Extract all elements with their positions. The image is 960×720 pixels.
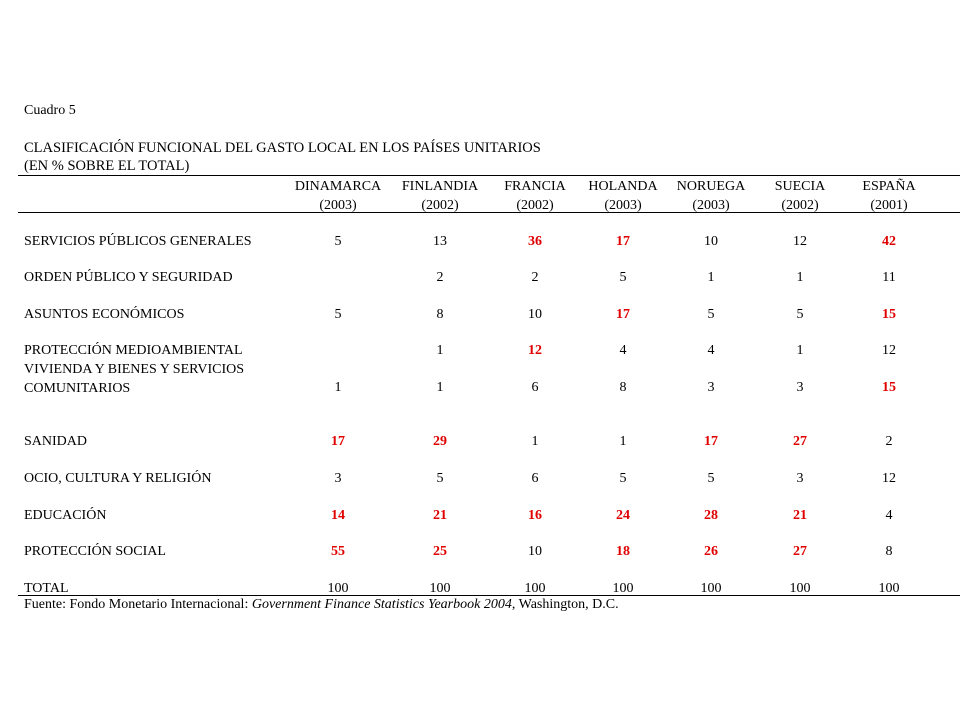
row-label [24, 542, 166, 561]
table-cell: 4 [885, 508, 893, 523]
table-cell: 24 [616, 508, 630, 523]
table-cell: 5 [334, 234, 342, 249]
source-suffix: , Washington, D.C. [511, 597, 619, 612]
table-cell: 3 [334, 471, 342, 486]
table-cell: 1 [796, 270, 804, 285]
table-cell: 17 [331, 434, 345, 449]
table-cell: 5 [619, 471, 627, 486]
row-label-line: TOTAL [24, 581, 69, 596]
column-year: (2001) [870, 198, 908, 213]
table-cell: 10 [528, 307, 542, 322]
table-cell: 25 [433, 544, 447, 559]
table-cell: 1 [796, 343, 804, 358]
table-cell: 17 [616, 307, 630, 322]
column-header [390, 177, 490, 215]
row-label [24, 305, 184, 324]
table-cell: 1 [707, 270, 715, 285]
source-title: Government Finance Statistics Yearbook 2004 [251, 597, 512, 612]
table-cell: 17 [704, 434, 718, 449]
table-cell: 1 [334, 380, 342, 395]
row-label [24, 232, 252, 251]
table-cell: 4 [707, 343, 715, 358]
table-cell: 13 [433, 234, 447, 249]
table-cell: 1 [531, 434, 539, 449]
table-cell: 5 [707, 471, 715, 486]
column-header [485, 177, 585, 215]
column-year: (2003) [604, 198, 642, 213]
row-label-line: VIVIENDA Y BIENES Y SERVICIOS [24, 362, 245, 377]
column-year: (2003) [319, 198, 357, 213]
table-cell: 1 [619, 434, 627, 449]
table-cell: 27 [793, 544, 807, 559]
row-label-line: EDUCACIÓN [24, 508, 107, 523]
table-cell: 100 [878, 581, 900, 596]
column-year: (2002) [781, 198, 819, 213]
column-country: FINLANDIA [401, 179, 479, 194]
table-cell: 15 [882, 307, 896, 322]
column-year: (2002) [421, 198, 459, 213]
row-label [24, 469, 211, 488]
column-country: NORUEGA [676, 179, 746, 194]
row-label-line: ORDEN PÚBLICO Y SEGURIDAD [24, 270, 233, 285]
table-cell: 27 [793, 434, 807, 449]
table-cell: 8 [619, 380, 627, 395]
table-title-line-2: (EN % SOBRE EL TOTAL) [24, 158, 190, 174]
table-cell: 5 [334, 307, 342, 322]
row-label-line: SERVICIOS PÚBLICOS GENERALES [24, 234, 252, 249]
table-cell: 12 [882, 471, 896, 486]
row-label [24, 579, 69, 598]
column-country: ESPAÑA [862, 179, 916, 194]
column-country: FRANCIA [504, 179, 566, 194]
table-cell: 3 [796, 471, 804, 486]
table-cell: 21 [433, 508, 447, 523]
column-year: (2003) [692, 198, 730, 213]
table-cell: 29 [433, 434, 447, 449]
table-cell: 5 [619, 270, 627, 285]
table-cell: 15 [882, 380, 896, 395]
table-cell: 2 [531, 270, 539, 285]
table-cell: 100 [789, 581, 811, 596]
column-year: (2002) [516, 198, 554, 213]
table-cell: 5 [436, 471, 444, 486]
table-cell: 6 [531, 380, 539, 395]
table-cell: 42 [882, 234, 896, 249]
row-label-line: OCIO, CULTURA Y RELIGIÓN [24, 471, 212, 486]
row-label [24, 341, 243, 360]
table-cell: 3 [707, 380, 715, 395]
column-header [750, 177, 850, 215]
table-cell: 55 [331, 544, 345, 559]
table-cell: 17 [616, 234, 630, 249]
column-header [573, 177, 673, 215]
table-cell: 14 [331, 508, 345, 523]
table-cell: 5 [707, 307, 715, 322]
table-cell: 1 [436, 380, 444, 395]
table-cell: 5 [796, 307, 804, 322]
row-label [24, 360, 244, 398]
table-cell: 4 [619, 343, 627, 358]
table-cell: 18 [616, 544, 630, 559]
column-header [661, 177, 761, 215]
table-cell: 12 [882, 343, 896, 358]
table-title-line-1: CLASIFICACIÓN FUNCIONAL DEL GASTO LOCAL EN LOS PAÍSES UNITARIOS [24, 140, 541, 156]
row-label-line: SANIDAD [24, 434, 87, 449]
table-cell: 2 [885, 434, 893, 449]
table-cell: 100 [327, 581, 349, 596]
table-cell: 12 [528, 343, 542, 358]
table-cell: 3 [796, 380, 804, 395]
table-cell: 12 [793, 234, 807, 249]
table-cell: 10 [704, 234, 718, 249]
table-cell: 10 [528, 544, 542, 559]
table-cell: 100 [612, 581, 634, 596]
row-label-line: COMUNITARIOS [24, 381, 131, 396]
table-cell: 11 [882, 270, 896, 285]
source-prefix: Fuente: Fondo Monetario Internacional: [24, 597, 252, 612]
table-cell: 28 [704, 508, 718, 523]
table-cell: 36 [528, 234, 542, 249]
column-header [839, 177, 939, 215]
row-label-line: ASUNTOS ECONÓMICOS [24, 307, 185, 322]
row-label-line: PROTECCIÓN MEDIOAMBIENTAL [24, 343, 243, 358]
column-header [288, 177, 388, 215]
column-country: HOLANDA [588, 179, 658, 194]
row-label [24, 506, 106, 525]
source-note [24, 597, 619, 613]
table-cell: 1 [436, 343, 444, 358]
row-label [24, 268, 233, 287]
column-country: SUECIA [774, 179, 826, 194]
row-label-line: PROTECCIÓN SOCIAL [24, 544, 166, 559]
table-caption: Cuadro 5 [24, 103, 76, 118]
table-cell: 8 [885, 544, 893, 559]
table-cell: 2 [436, 270, 444, 285]
table-cell: 6 [531, 471, 539, 486]
row-label [24, 432, 87, 451]
table-cell: 26 [704, 544, 718, 559]
table-cell: 100 [429, 581, 451, 596]
table-cell: 100 [700, 581, 722, 596]
table-cell: 21 [793, 508, 807, 523]
table-cell: 100 [524, 581, 546, 596]
table-cell: 16 [528, 508, 542, 523]
column-country: DINAMARCA [294, 179, 382, 194]
table-cell: 8 [436, 307, 444, 322]
